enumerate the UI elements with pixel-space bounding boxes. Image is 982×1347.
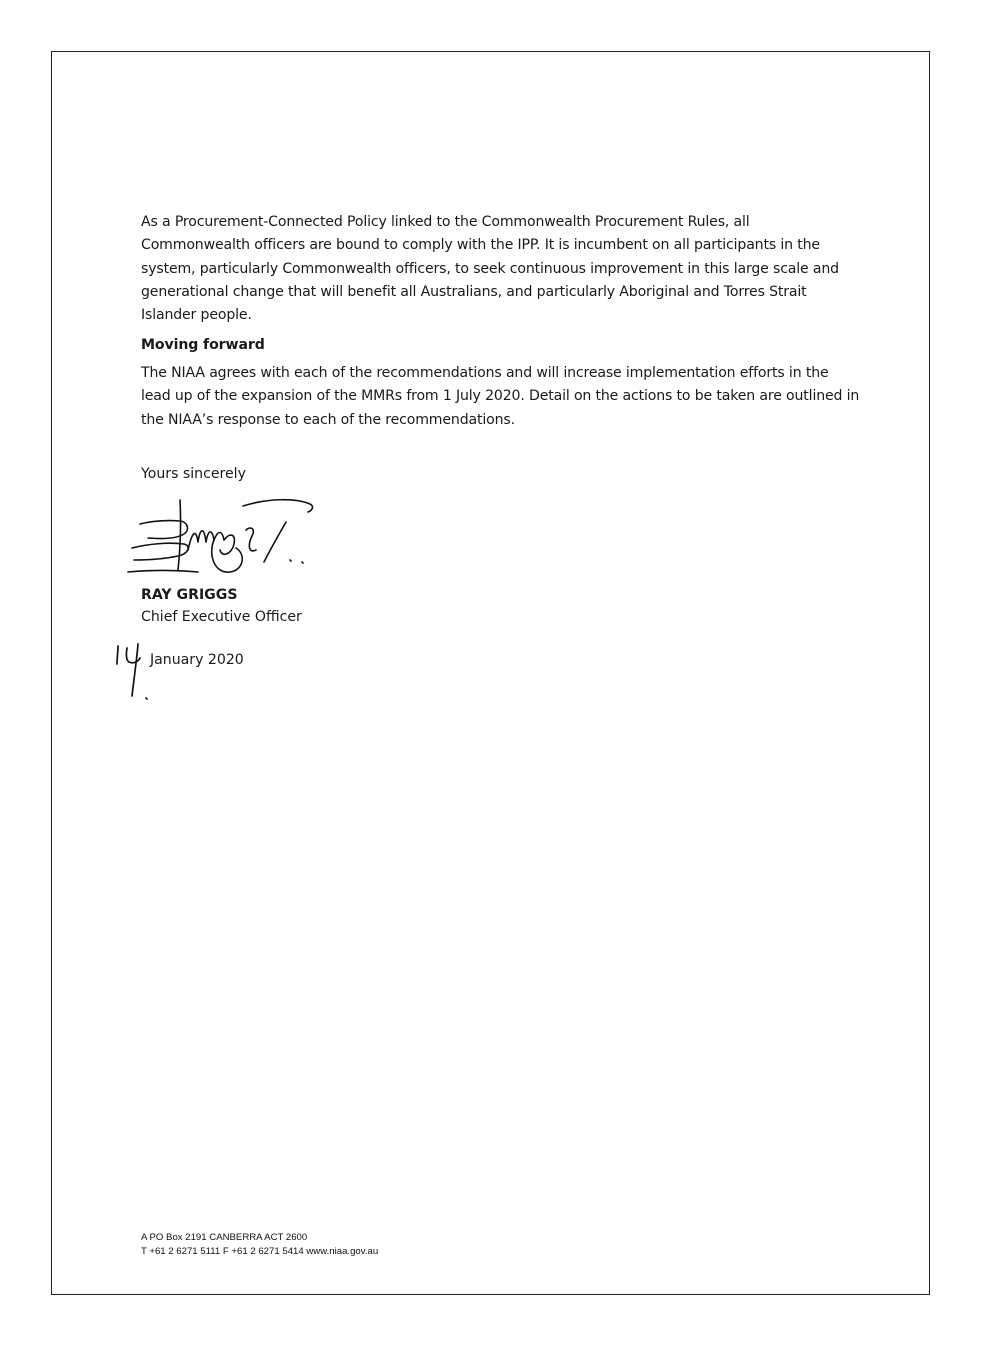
closing-salutation: Yours sincerely: [141, 466, 246, 482]
section-heading: Moving forward: [141, 337, 265, 353]
letter-footer: [141, 1231, 378, 1259]
handwritten-signature: [118, 492, 328, 584]
signer-name: RAY GRIGGS: [141, 587, 238, 603]
footer-contact: T +61 2 6271 5111 F +61 2 6271 5414 www.niaa.gov.au: [141, 1246, 379, 1257]
handwritten-date-day: [110, 640, 154, 702]
body-paragraph-2: The NIAA agrees with each of the recommendations and will increase implementation efforts in the lead up of the expansion of the MMRs from 1 July 2020. Detail on the actions to be taken are outlined in the NIAA’s response to each of the recommendations.: [141, 365, 860, 428]
body-paragraph-1: As a Procurement-Connected Policy linked to the Commonwealth Procurement Rules, all Commonwealth officers are bound to comply with the IPP. It is incumbent on all participants in the system, particularly Commonwealth officers, to seek continuous improvement in this large scale and generational change that will benefit all Australians, and particularly Aboriginal and Torres Strait Islander people.: [141, 214, 839, 324]
footer-address: A PO Box 2191 CANBERRA ACT 2600: [141, 1232, 308, 1243]
date-month-year: January 2020: [150, 652, 244, 668]
signer-title: Chief Executive Officer: [141, 609, 302, 625]
